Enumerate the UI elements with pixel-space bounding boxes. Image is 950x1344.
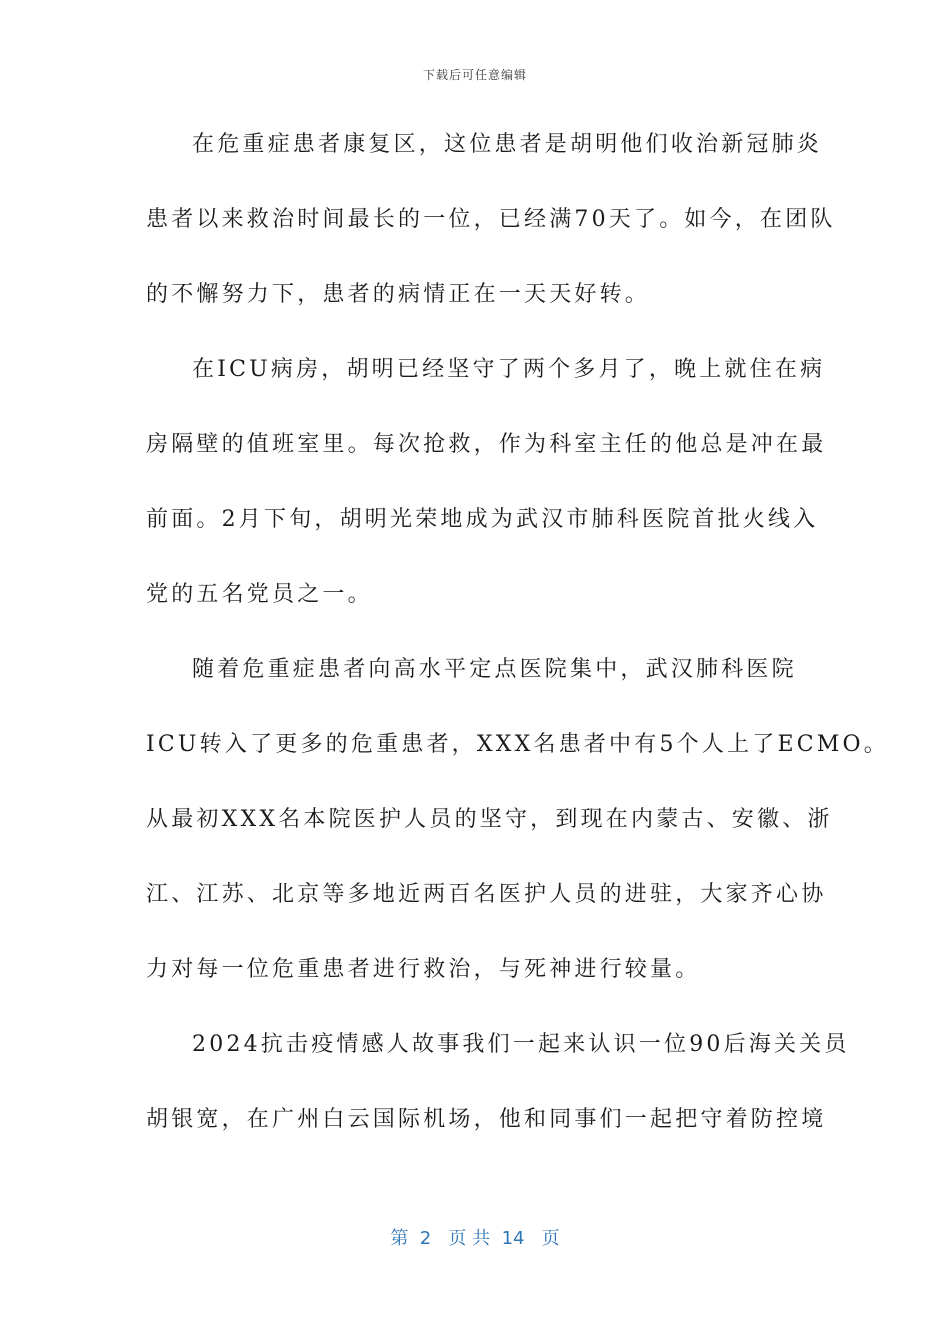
paragraph-line: 江、江苏、北京等多地近两百名医护人员的进驻，大家齐心协 <box>146 882 827 907</box>
paragraph-line: 在危重症患者康复区，这位患者是胡明他们收治新冠肺炎 <box>192 132 823 157</box>
paragraph-line: ICU转入了更多的危重患者，XXX名患者中有5个人上了ECMO。 <box>146 732 889 757</box>
document-body <box>146 122 889 1172</box>
page-number-footer: 第 2 页 共 14 页 <box>390 1228 560 1249</box>
paragraph-line: 的不懈努力下，患者的病情正在一天天好转。 <box>146 282 651 307</box>
paragraph-line: 患者以来救治时间最长的一位，已经满70天了。如今，在团队 <box>146 207 836 232</box>
paragraph-line: 房隔壁的值班室里。每次抢救，作为科室主任的他总是冲在最 <box>146 432 827 457</box>
header-note: 下载后可任意编辑 <box>422 68 527 82</box>
paragraph-line: 从最初XXX名本院医护人员的坚守，到现在内蒙古、安徽、浙 <box>146 807 833 832</box>
paragraph-line: 力对每一位危重患者进行救治，与死神进行较量。 <box>146 957 701 982</box>
paragraph-line: 前面。2月下旬，胡明光荣地成为武汉市肺科医院首批火线入 <box>146 507 819 532</box>
paragraph-line: 2024抗击疫情感人故事我们一起来认识一位90后海关关员 <box>192 1032 850 1057</box>
paragraph-line: 随着危重症患者向高水平定点医院集中，武汉肺科医院 <box>192 657 797 682</box>
paragraph-line: 胡银宽，在广州白云国际机场，他和同事们一起把守着防控境 <box>146 1107 827 1132</box>
paragraph-line: 党的五名党员之一。 <box>146 582 373 607</box>
paragraph-line: 在ICU病房，胡明已经坚守了两个多月了，晚上就住在病 <box>192 357 826 382</box>
